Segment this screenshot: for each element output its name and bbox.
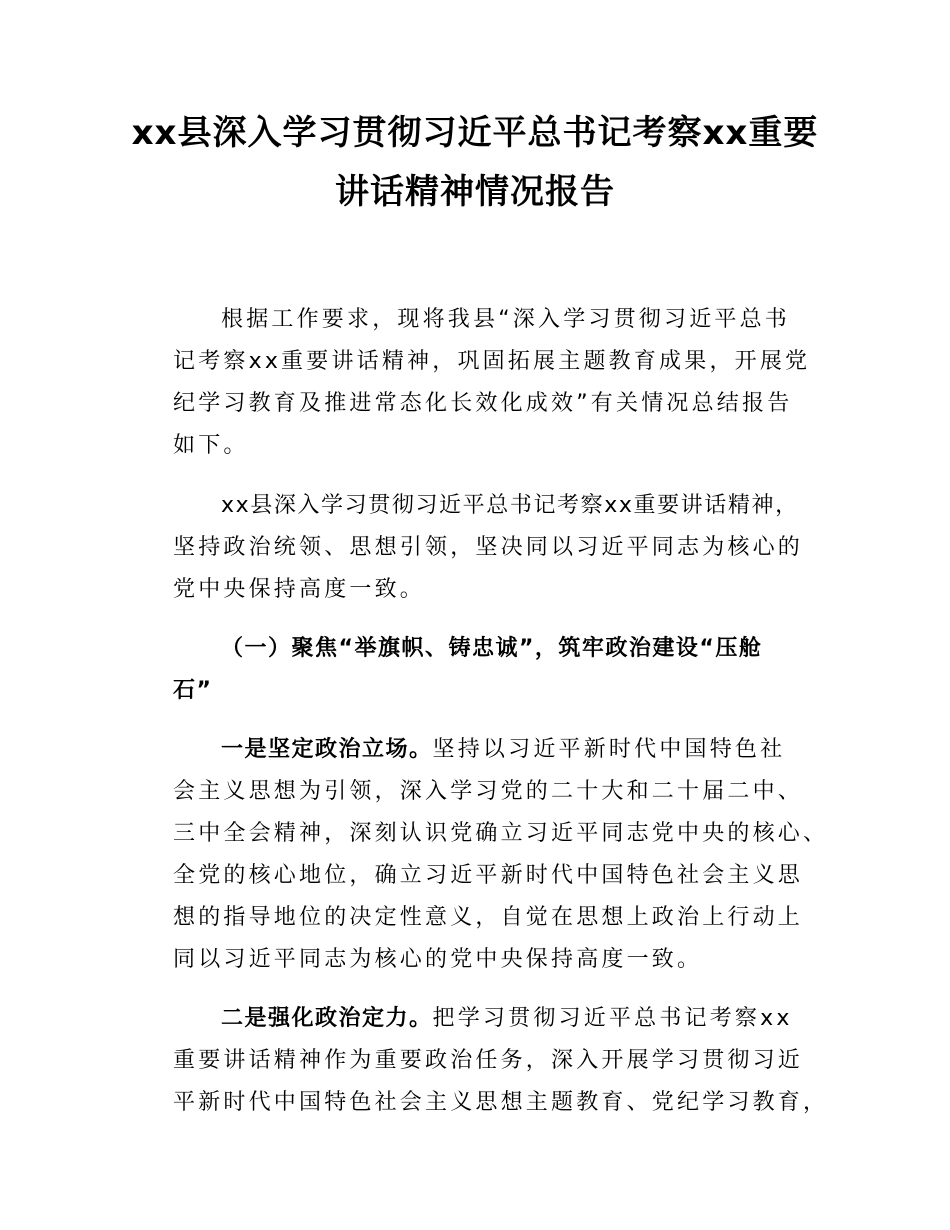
paragraph-3-line-4: 全党的核心地位，确立习近平新时代中国特色社会主义思	[173, 863, 804, 888]
paragraph-3-lead: 一是坚定政治立场。	[221, 737, 433, 762]
paragraph-3-line-2: 会主义思想为引领，深入学习党的二十大和二十届二中、	[173, 779, 804, 804]
section-1-heading-line-1: （一）聚焦“举旗帜、铸忠诚”，筑牢政治建设“压舱	[221, 636, 763, 661]
paragraph-3-line-1-text: 坚持以习近平新时代中国特色社	[432, 737, 786, 762]
paragraph-1-line-1: 根据工作要求，现将我县“深入学习贯彻习近平总书	[221, 307, 790, 332]
paragraph-3-line-5: 想的指导地位的决定性意义，自觉在思想上政治上行动上	[173, 905, 804, 930]
paragraph-3-line-1	[221, 735, 785, 765]
paragraph-2-line-3: 党中央保持高度一致。	[173, 577, 426, 602]
paragraph-1-line-2: 记考察xx重要讲话精神，巩固拓展主题教育成果，开展党	[173, 349, 811, 374]
paragraph-4-line-3: 平新时代中国特色社会主义思想主题教育、党纪学习教育，	[173, 1090, 829, 1115]
paragraph-1-line-4: 如下。	[173, 433, 249, 458]
paragraph-4-lead: 二是强化政治定力。	[221, 1006, 433, 1031]
document-title-line-2: 讲话精神情况报告	[335, 172, 615, 212]
document-title-line-1: xx县深入学习贯彻习近平总书记考察xx重要	[131, 113, 819, 153]
paragraph-1-line-3: 纪学习教育及推进常态化长效化成效”有关情况总结报告	[173, 391, 793, 416]
section-1-heading-line-2: 石”	[173, 678, 213, 703]
paragraph-2-line-1: xx县深入学习贯彻习近平总书记考察xx重要讲话精神，	[221, 493, 799, 518]
paragraph-4-line-1-text: 把学习贯彻习近平总书记考察xx	[432, 1006, 793, 1031]
paragraph-3-line-3: 三中全会精神，深刻认识党确立习近平同志党中央的核心、	[173, 821, 829, 846]
paragraph-2-line-2: 坚持政治统领、思想引领，坚决同以习近平同志为核心的	[173, 535, 804, 560]
paragraph-3-line-6: 同以习近平同志为核心的党中央保持高度一致。	[173, 947, 703, 972]
paragraph-4-line-2: 重要讲话精神作为重要政治任务，深入开展学习贯彻习近	[173, 1048, 804, 1073]
paragraph-4-line-1	[221, 1004, 793, 1034]
